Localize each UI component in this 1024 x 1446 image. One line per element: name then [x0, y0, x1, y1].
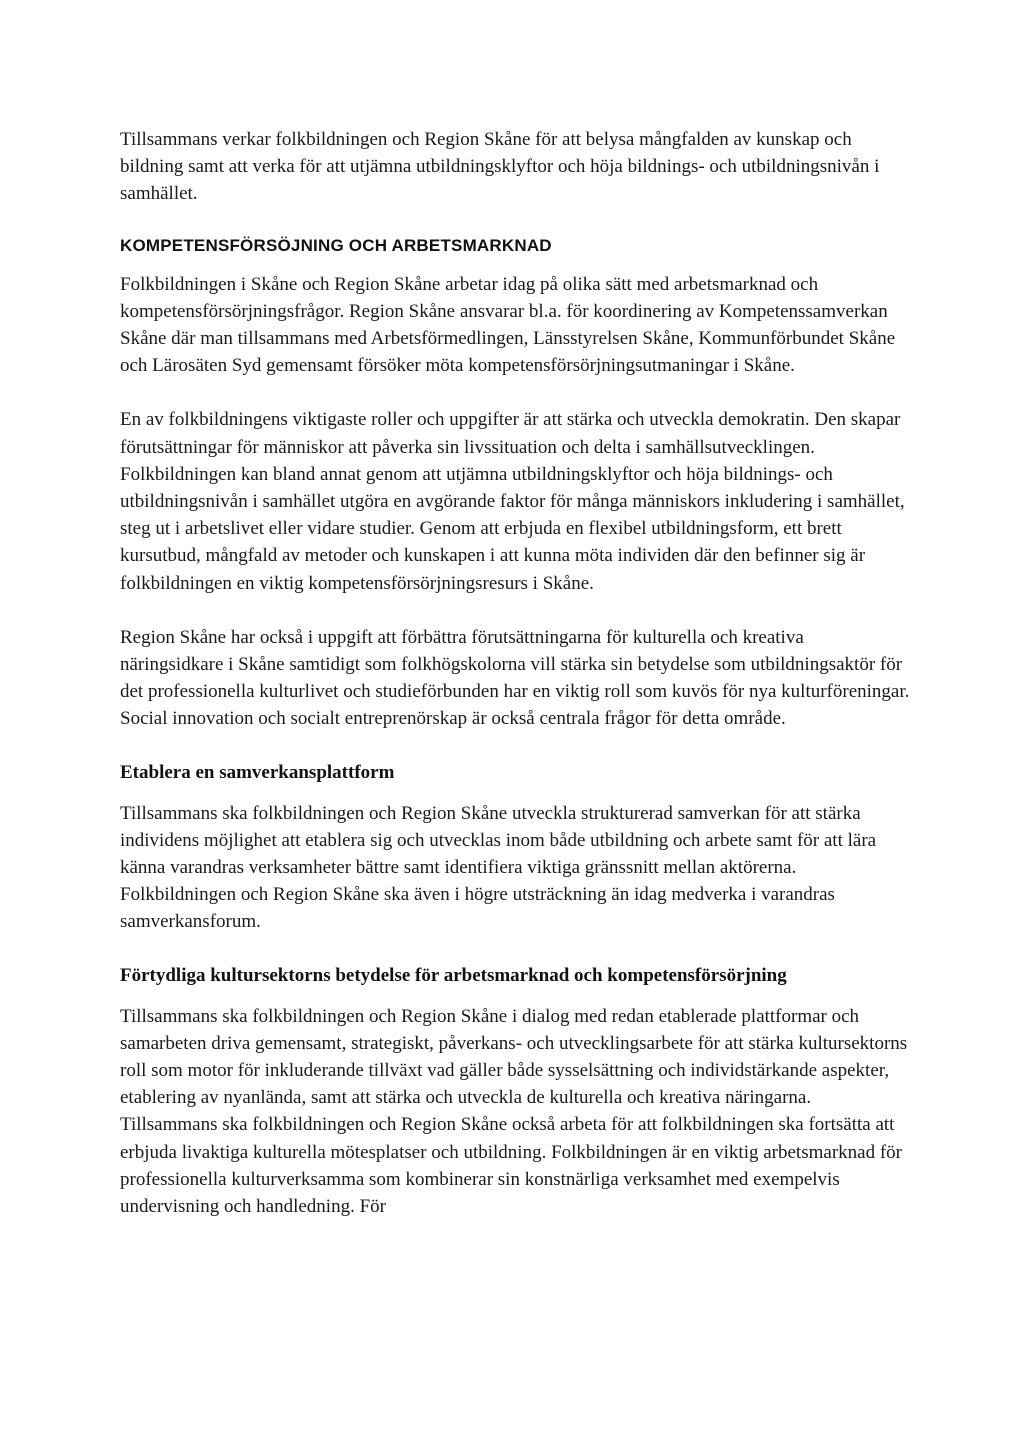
- subheading-culture-sector: Förtydliga kultursektorns betydelse för arbetsmarknad och kompetensförsörjning: [120, 964, 787, 986]
- section-heading: KOMPETENSFÖRSÖJNING OCH ARBETSMARKNAD: [120, 235, 552, 255]
- section-paragraph-3: Region Skåne har också i uppgift att förbättra förutsättningarna för kulturella och kreativa näringsidkare i Skåne samtidigt som folkhögskolorna vill stärka sin betydelse som utbildningsaktör för det professionella kulturlivet och studieförbunden har en viktig roll som kuvös för nya kulturföreningar. Social innovation och socialt entreprenörskap är också centrala frågor för detta område.: [120, 626, 910, 730]
- section-paragraph-1: Folkbildningen i Skåne och Region Skåne arbetar idag på olika sätt med arbetsmarknad och kompetensförsörjningsfrågor. Region Skåne ansvarar bl.a. för koordinering av Kompetenssamverkan Skåne där man tillsammans med Arbetsförmedlingen, Länsstyrelsen Skåne, Kommunförbundet Skåne och Lärosäten Syd gemensamt försöker möta kompetensförsörjningsutmaningar i Skåne.: [120, 273, 896, 377]
- section-paragraph-2: En av folkbildningens viktigaste roller och uppgifter är att stärka och utveckla demokratin. Den skapar förutsättningar för människor att påverka sin livssituation och delta i samhällsutvecklingen. Folkbildningen kan bland annat genom att utjämna utbildningsklyftor och höja bildnings- och utbildningsnivån i samhället utgöra en avgörande faktor för många människors inkludering i samhället, steg ut i arbetslivet eller vidare studier. Genom att erbjuda en flexibel utbildningsform, ett brett kursutbud, mångfald av metoder och kunskapen i att kunna möta individen där den befinner sig är folkbildningen en viktig kompetensförsörjningsresurs i Skåne.: [120, 409, 905, 594]
- spacer: [120, 733, 910, 760]
- spacer: [120, 597, 910, 624]
- spacer: [120, 379, 910, 406]
- spacer: [120, 989, 910, 1003]
- subheading-platform: Etablera en samverkansplattform: [120, 761, 395, 783]
- culture-sector-paragraph: Tillsammans ska folkbildningen och Region Skåne i dialog med redan etablerade plattformar och samarbeten driva gemensamt, strategiskt, påverkans- och utvecklingsarbete för att stärka kultursektorns roll som motor för inkluderande tillväxt vad gäller både sysselsättning och individstärkande aspekter, etablering av nyanlända, samt att stärka och utveckla de kulturella och kreativa näringarna. Tillsammans ska folkbildningen och Region Skåne också arbeta för att folkbildningen ska fortsätta att erbjuda livaktiga kulturella mötesplatser och utbildning. Folkbildningen är en viktig arbetsmarknad för professionella kulturverksamma som kombinerar sin konstnärliga verksamhet med exempelvis undervisning och handledning. För: [120, 1005, 908, 1218]
- spacer: [120, 208, 910, 235]
- spacer: [120, 257, 910, 271]
- spacer: [120, 786, 910, 800]
- spacer: [120, 936, 910, 963]
- platform-paragraph: Tillsammans ska folkbildningen och Region Skåne utveckla strukturerad samverkan för att stärka individens möjlighet att etablera sig och utvecklas inom både utbildning och arbete samt för att lära känna varandras verksamheter bättre samt identifiera viktiga gränssnitt mellan aktörerna. Folkbildningen och Region Skåne ska även i högre utsträckning än idag medverka i varandras samverkansforum.: [120, 802, 877, 933]
- intro-paragraph: Tillsammans verkar folkbildningen och Region Skåne för att belysa mångfalden av kunskap och bildning samt att verka för att utjämna utbildningsklyftor och höja bildnings- och utbildningsnivån i samhället.: [120, 129, 880, 205]
- document-page: [120, 126, 910, 1220]
